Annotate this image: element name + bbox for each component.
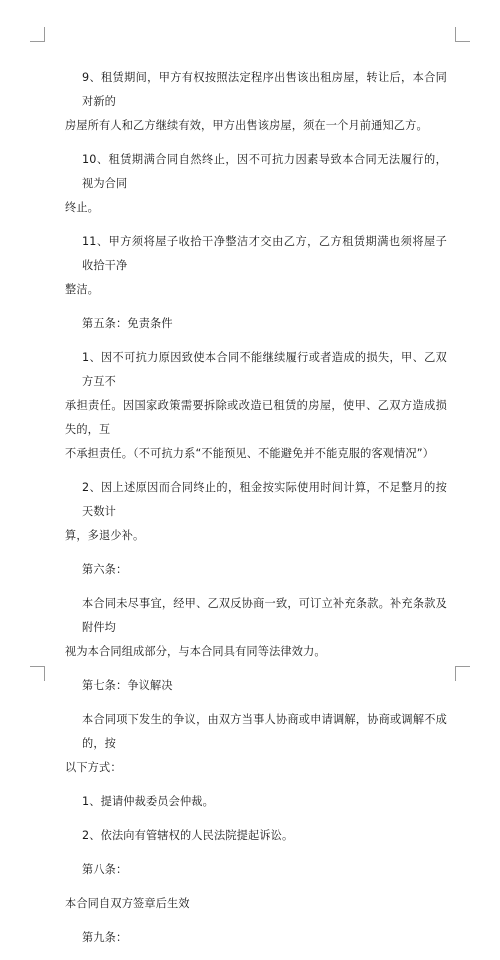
crop-mark-top-left [30,27,45,42]
clause-11 [65,230,447,302]
clause-10 [65,148,447,220]
clause-11-line-2: 整洁。 [65,283,100,296]
article-5-item-1-line-2: 承担责任。因国家政策需要拆除或改造已租赁的房屋，使甲、乙双方造成损失的，互 [65,399,447,436]
article-7-text [65,708,447,780]
article-8-text [65,892,447,916]
article-8-text-line-1: 本合同自双方签章后生效 [65,897,190,910]
crop-mark-top-right [455,27,470,42]
article-6-title: 第六条： [82,563,128,576]
clause-9-line-1: 9、租赁期间，甲方有权按照法定程序出售该出租房屋，转让后，本合同对新的 [82,71,447,108]
article-6-text-line-2: 视为本合同组成部分，与本合同具有同等法律效力。 [65,645,326,658]
article-5-item-1-line-3: 不承担责任。（不可抗力系“不能预见、不能避免并不能克服的客观情况”） [65,447,435,460]
article-5-item-1-line-1: 1、因不可抗力原因致使本合同不能继续履行或者造成的损失，甲、乙双方互不 [82,351,447,388]
article-8-title: 第八条： [82,863,128,876]
article-7-title: 第七条：争议解决 [82,679,173,692]
article-5-item-1 [65,346,447,466]
clause-9 [65,66,447,138]
article-7-item-1-line-1: 1、提请仲裁委员会仲裁。 [82,795,214,808]
clause-10-line-2: 终止。 [65,201,100,214]
article-9-title: 第九条： [82,931,128,944]
article-7-item-2 [82,824,447,848]
article-9-heading [82,926,447,950]
article-7-text-line-2: 以下方式： [65,761,122,774]
clause-9-line-2: 房屋所有人和乙方继续有效，甲方出售该房屋，须在一个月前通知乙方。 [65,119,428,132]
article-8-heading [82,858,447,882]
document-body [65,66,447,960]
article-7-text-line-1: 本合同项下发生的争议，由双方当事人协商或申请调解，协商或调解不成的，按 [82,713,447,750]
crop-mark-bottom-left [30,666,45,681]
article-5-heading [82,312,447,336]
article-6-text-line-1: 本合同未尽事宜，经甲、乙双反协商一致，可订立补充条款。补充条款及附件均 [82,597,447,634]
article-6-heading [82,558,447,582]
article-7-item-2-line-1: 2、依法向有管辖权的人民法院提起诉讼。 [82,829,294,842]
article-5-item-2 [65,476,447,548]
crop-mark-bottom-right [455,666,470,681]
article-7-item-1 [82,790,447,814]
clause-10-line-1: 10、租赁期满合同自然终止，因不可抗力因素导致本合同无法履行的，视为合同 [82,153,447,190]
clause-11-line-1: 11、甲方须将屋子收拾干净整洁才交由乙方，乙方租赁期满也须将屋子收拾干净 [82,235,447,272]
article-7-heading [82,674,447,698]
article-5-item-2-line-1: 2、因上述原因而合同终止的，租金按实际使用时间计算，不足整月的按天数计 [82,481,447,518]
article-6-text [65,592,447,664]
article-5-title: 第五条：免责条件 [82,317,173,330]
article-5-item-2-line-2: 算，多退少补。 [65,529,145,542]
